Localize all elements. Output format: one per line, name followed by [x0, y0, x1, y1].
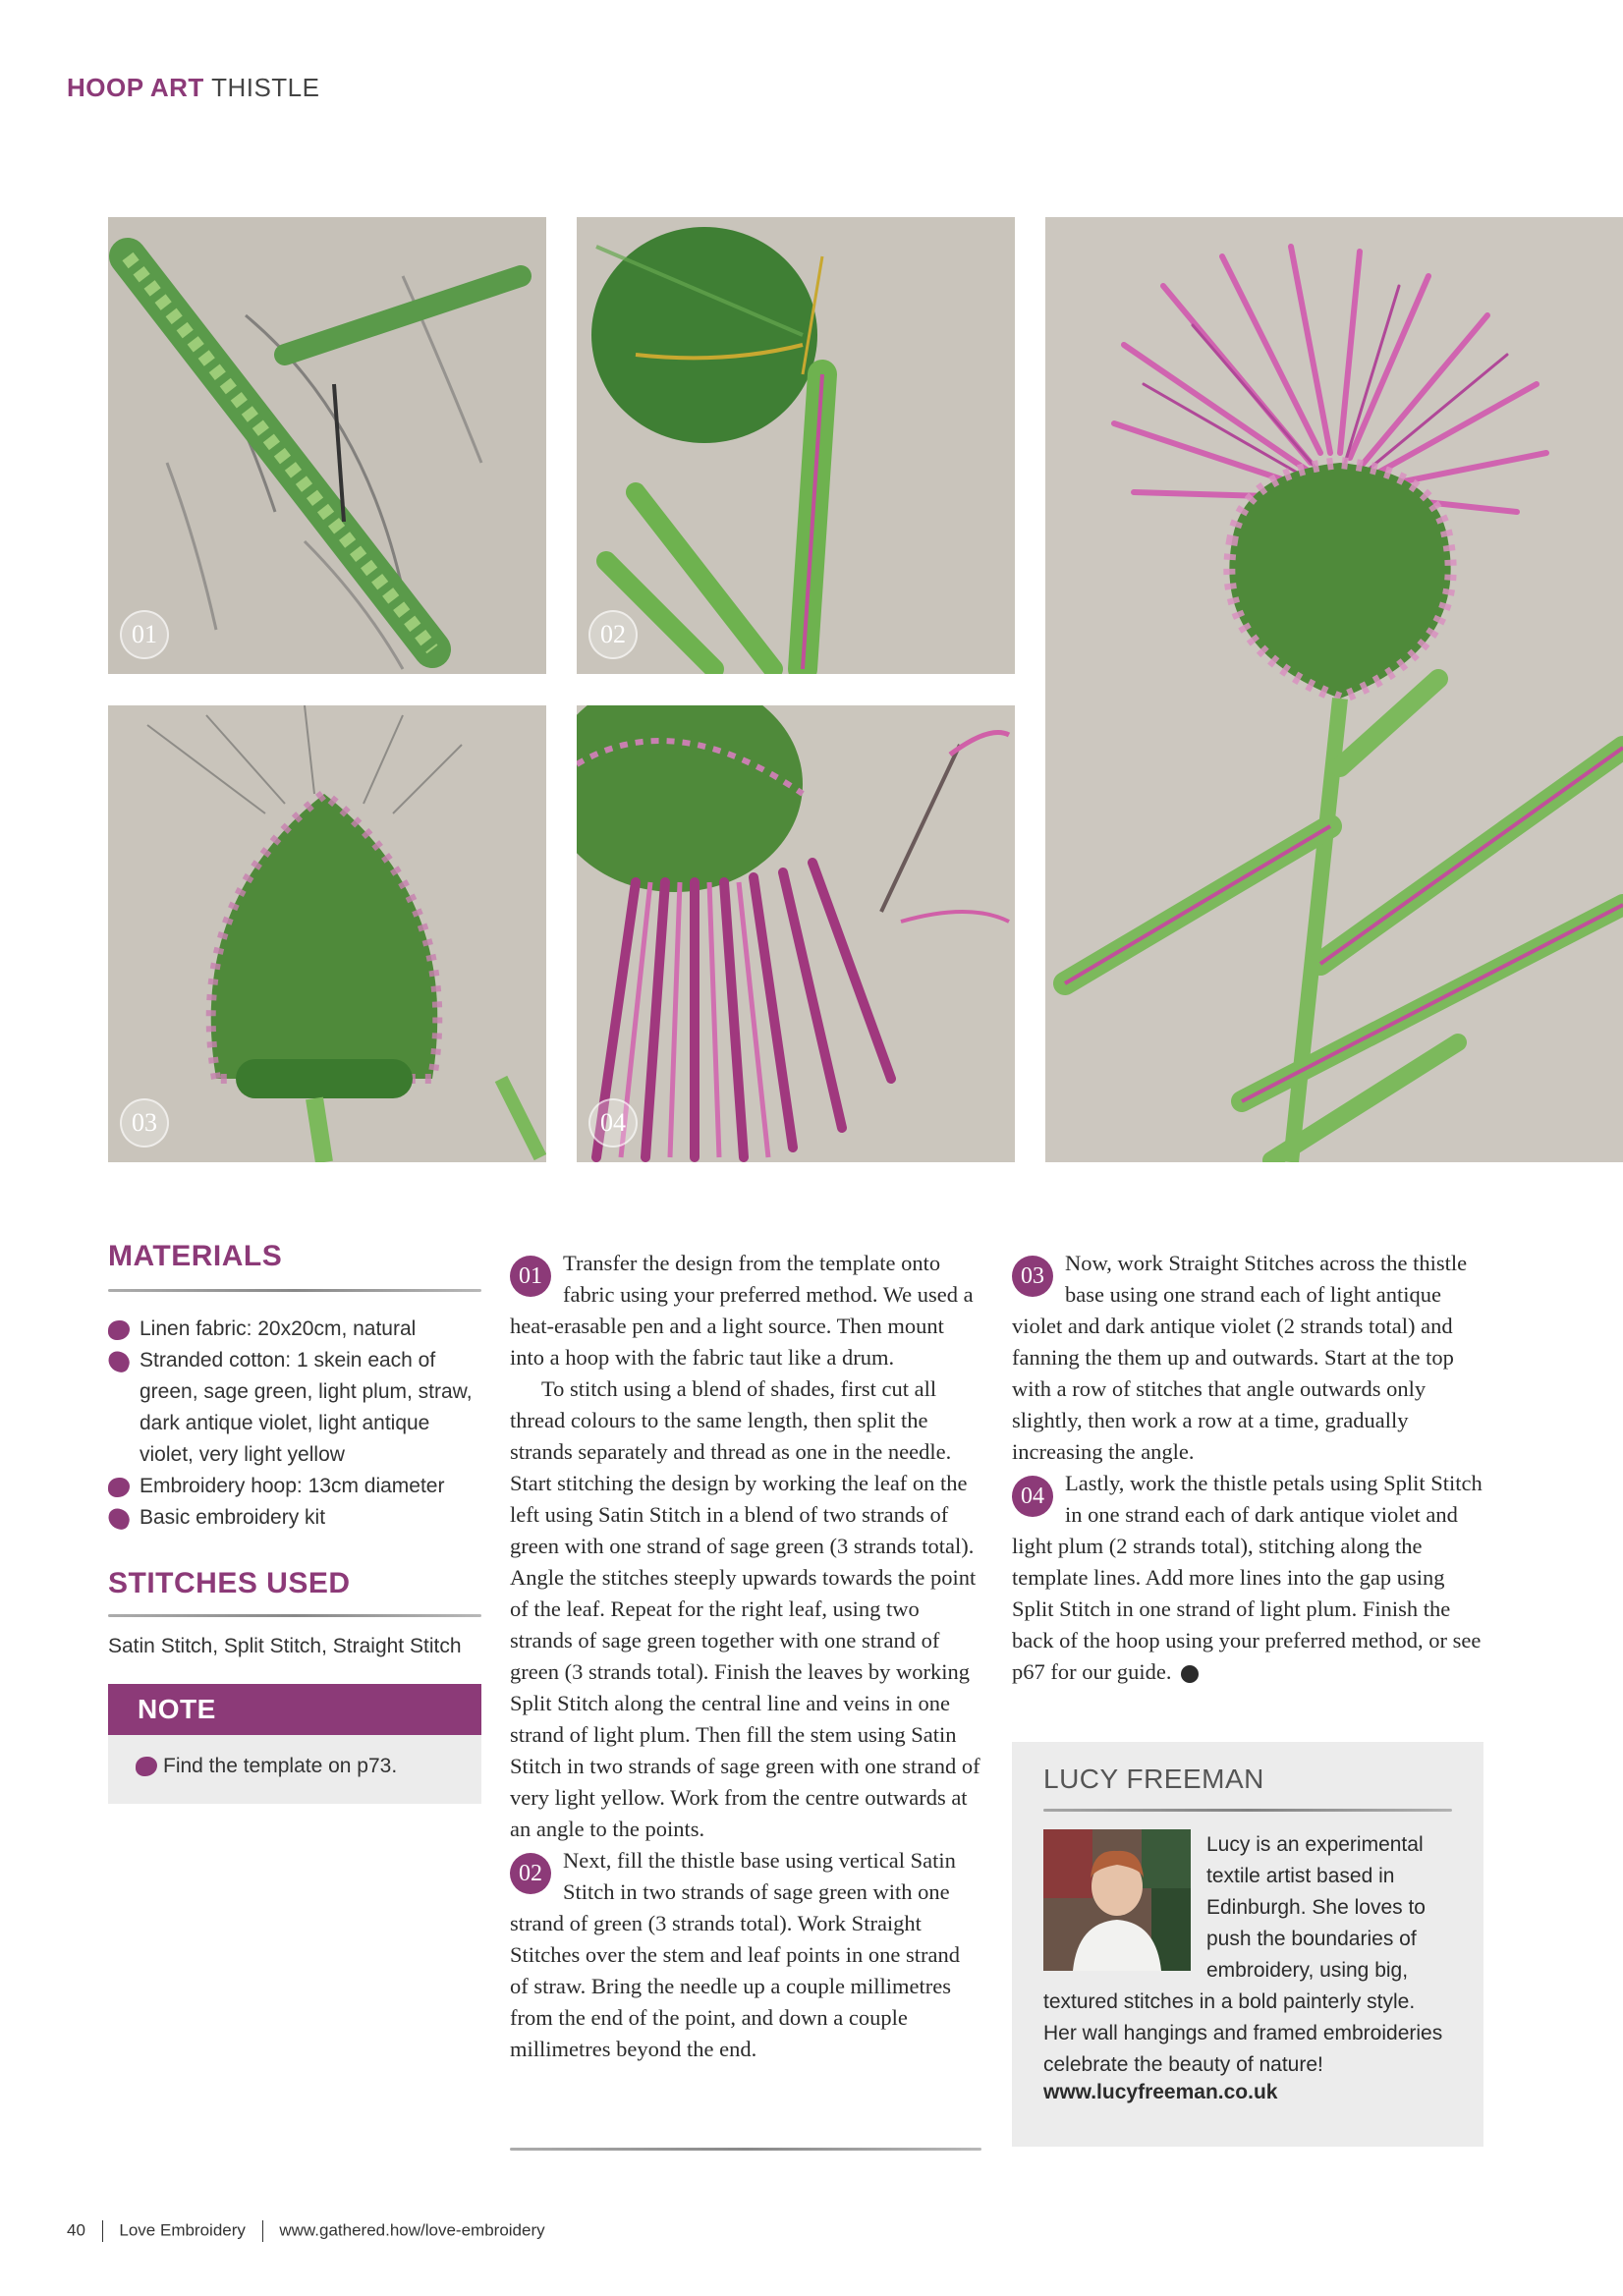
step-number-03: 03: [1012, 1256, 1053, 1297]
step-02: [510, 1845, 981, 2065]
stitches-list: Satin Stitch, Split Stitch, Straight Stitch: [108, 1635, 462, 1657]
step-01-continued: To stitch using a blend of shades, first cut all thread colours to the same length, then split the strands separately and thread as one in the needle. Start stitching the design by working the leaf on the left using Satin Stitch in a blend of two strands of green with one strand of sage green (3 strands total). Angle the stitches steeply upwards towards the point of the leaf. Repeat for the right leaf, using two strands of sage green together with one strand of green (3 strands total). Finish the leaves by working Split Stitch along the central line and veins in one strand of light plum. Then fill the stem using Satin Stitch in two strands of sage green with one strand of very light yellow. Work from the centre outwards at an angle to the points.: [510, 1376, 980, 1841]
bullet-icon: [108, 1478, 130, 1497]
magazine-website-link[interactable]: www.gathered.how/love-embroidery: [279, 2220, 545, 2240]
thistle-petals-photo-icon: [577, 705, 1015, 1162]
page-number: 40: [67, 2220, 85, 2240]
materials-item: Stranded cotton: 1 skein each of green, sage green, light plum, straw, dark antique violet, light antique violet, very light yellow: [108, 1345, 481, 1471]
page-header: [67, 73, 319, 103]
step-badge-01: 01: [120, 610, 169, 659]
leaf-satin-stitch-photo-icon: [108, 217, 546, 674]
footer-separator: [262, 2220, 263, 2242]
step-number-01: 01: [510, 1256, 551, 1297]
step-04-text: Lastly, work the thistle petals using Split Stitch in one strand each of dark antique violet and light plum (2 strands total), stitching along the template lines. Add more lines into the gap using Split Stitch in one strand of light plum. Finish the back of the hoop using your preferred method, or see p67 for our guide.: [1012, 1471, 1483, 1684]
footer-separator: [102, 2220, 103, 2242]
stitches-title: STITCHES USED: [108, 1567, 351, 1599]
step-02-text: Next, fill the thistle base using vertical Satin Stitch in two strands of sage green with one strand of green (3 strands total). Work Straight Stitches over the stem and leaf points in one strand of straw. Bring the needle up a couple millimetres from the end of the point, and down a couple millimetres beyond the end.: [510, 1848, 961, 2061]
step-badge-04: 04: [588, 1098, 638, 1148]
bullet-icon: [105, 1506, 133, 1532]
author-box: [1012, 1742, 1483, 2147]
step-01-text: Transfer the design from the template onto fabric using your preferred method. We used a heat-erasable pen and a light source. Then mount into a hoop with the fabric taut like a drum.: [510, 1251, 974, 1370]
end-mark-icon: [1181, 1665, 1199, 1683]
author-avatar: [1043, 1829, 1191, 1971]
topic-label: THISTLE: [211, 73, 320, 102]
materials-item: Embroidery hoop: 13cm diameter: [108, 1471, 481, 1502]
instructions-column-2: [1012, 1248, 1483, 1688]
page-footer: [67, 2220, 545, 2242]
note-text: Find the template on p73.: [163, 1755, 398, 1777]
step-number-04: 04: [1012, 1476, 1053, 1517]
stitches-divider: [108, 1614, 481, 1617]
bullet-icon: [105, 1349, 133, 1374]
step-number-02: 02: [510, 1853, 551, 1894]
author-website-link[interactable]: www.lucyfreeman.co.uk: [1043, 2081, 1278, 2103]
bullet-icon: [108, 1320, 130, 1340]
step-photo-02: [577, 217, 1015, 674]
author-bio: Lucy is an experimental textile artist based in Edinburgh. She loves to push the boundaries of embroidery, using big, textured stitches in a bold painterly style. Her wall hangings and framed embroideries celebrate the beauty of nature!: [1043, 1833, 1443, 2076]
step-photo-03: [108, 705, 546, 1162]
materials-list: [108, 1314, 481, 1534]
step-03-text: Now, work Straight Stitches across the thistle base using one strand each of light antique violet and dark antique violet (2 strands total) and fanning the them up and outwards. Start at the top with a row of stitches that angle outwards only slightly, then work a row at a time, gradually increasing the angle.: [1012, 1251, 1468, 1464]
note-title: NOTE: [108, 1684, 481, 1735]
step-04: [1012, 1468, 1483, 1688]
materials-item: Linen fabric: 20x20cm, natural: [108, 1314, 481, 1345]
magazine-name: Love Embroidery: [119, 2220, 246, 2240]
note-box: [108, 1684, 481, 1804]
thistle-base-straight-stitch-photo-icon: [108, 705, 546, 1162]
author-divider: [1043, 1809, 1452, 1812]
section-label: HOOP ART: [67, 73, 204, 102]
finished-thistle-photo: [1045, 217, 1623, 1162]
note-content: [108, 1735, 481, 1804]
finished-thistle-photo-icon: [1045, 217, 1623, 1162]
step-01: [510, 1248, 981, 1373]
materials-title: MATERIALS: [108, 1240, 283, 1272]
author-portrait-icon: [1043, 1829, 1191, 1971]
instructions-column-1: [510, 1248, 981, 2065]
thistle-base-photo-icon: [577, 217, 1015, 674]
step-photo-04: [577, 705, 1015, 1162]
author-name: LUCY FREEMAN: [1043, 1764, 1264, 1794]
materials-divider: [108, 1289, 481, 1292]
materials-item: Basic embroidery kit: [108, 1502, 481, 1534]
step-photo-01: [108, 217, 546, 674]
materials-column: [108, 1240, 481, 1804]
step-03: [1012, 1248, 1483, 1468]
step-badge-02: 02: [588, 610, 638, 659]
column-divider: [510, 2148, 981, 2151]
step-badge-03: 03: [120, 1098, 169, 1148]
